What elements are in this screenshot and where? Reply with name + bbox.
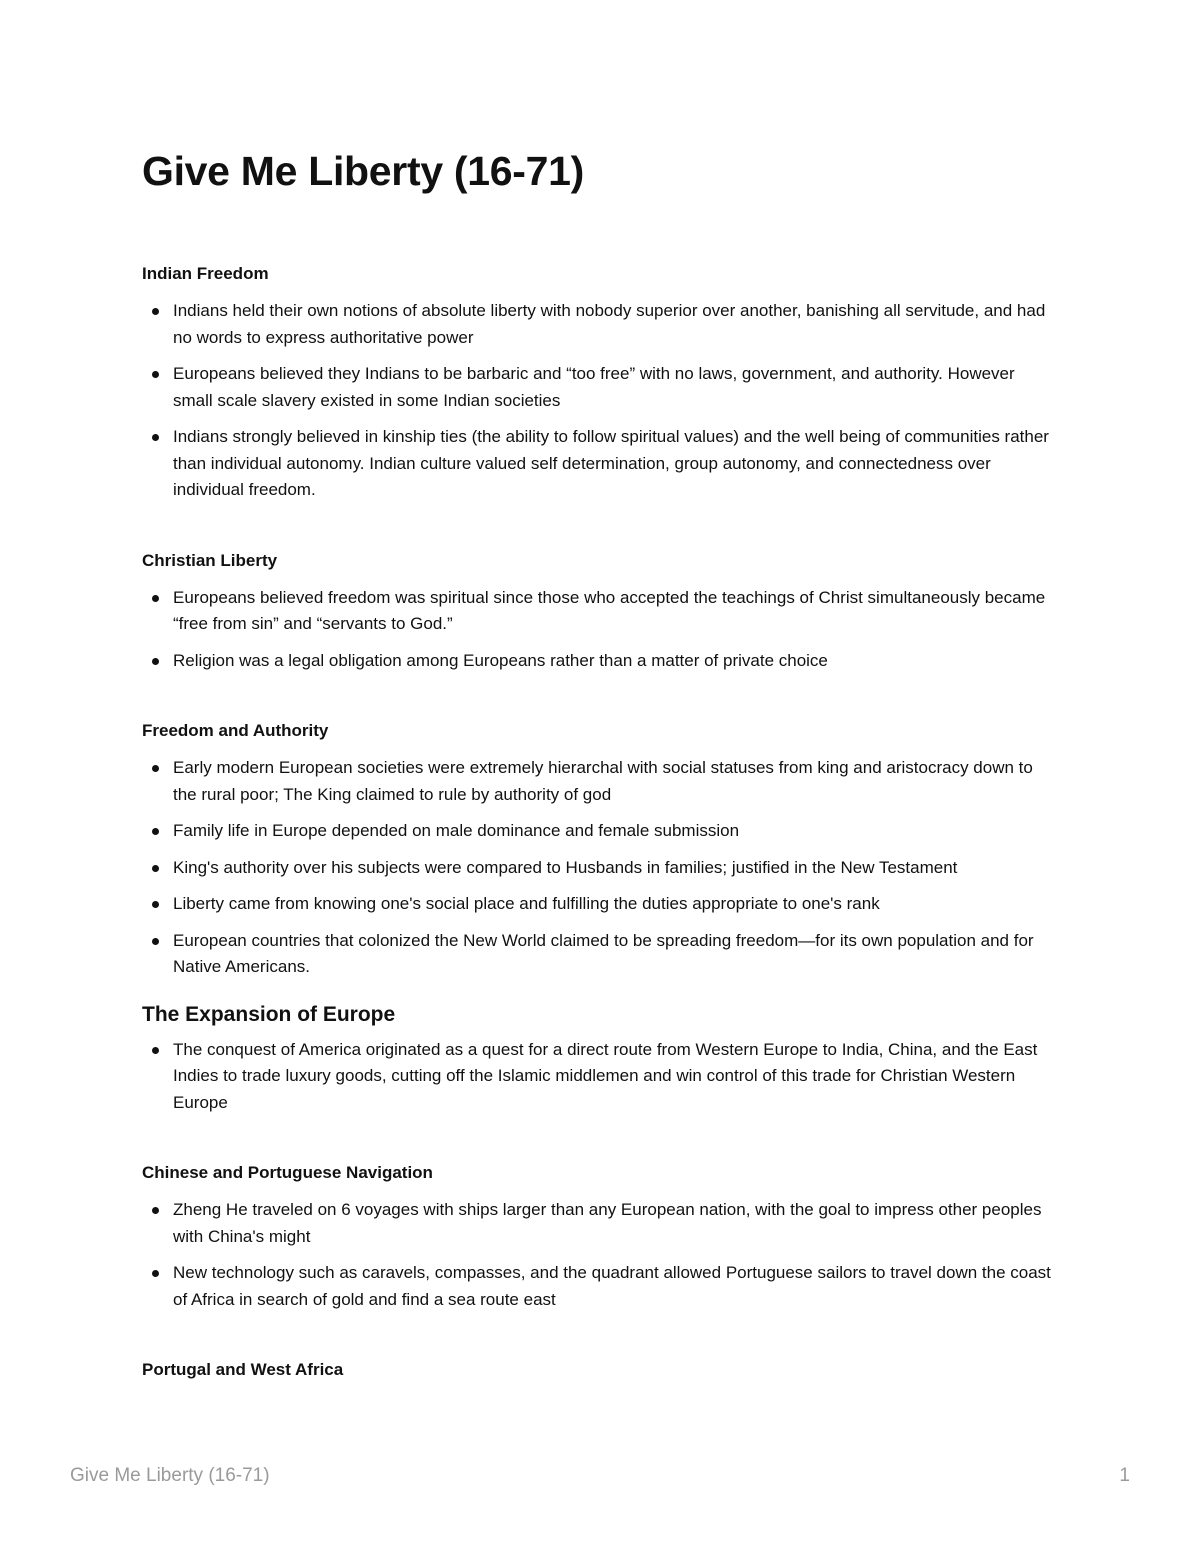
bullet-list (142, 585, 1057, 675)
list-item (142, 1037, 1057, 1117)
list-item (142, 1260, 1057, 1313)
page-content (142, 140, 1057, 1382)
bullet-icon (152, 434, 159, 441)
section-heading: The Expansion of Europe (142, 1002, 396, 1026)
list-item-text: Zheng He traveled on 6 voyages with ships larger than any European nation, with the goal to impress other peoples with China's might (173, 1200, 1042, 1246)
list-item-text: Indians strongly believed in kinship ties (the ability to follow spiritual values) and the well being of communities rather than individual autonomy. Indian culture valued self determination, group autonomy, and connectedness over individual freedom. (173, 427, 1049, 499)
bullet-list (142, 1197, 1057, 1313)
bullet-icon (152, 865, 159, 872)
list-item (142, 891, 1057, 918)
section-chinese-portuguese-navigation (142, 1161, 1057, 1313)
bullet-list (142, 755, 1057, 981)
list-item (142, 585, 1057, 638)
section-heading: Indian Freedom (142, 264, 269, 283)
bullet-icon (152, 1270, 159, 1277)
bullet-icon (152, 371, 159, 378)
list-item (142, 755, 1057, 808)
list-item (142, 1197, 1057, 1250)
footer-page-number: 1 (1119, 1465, 1130, 1486)
section-christian-liberty (142, 549, 1057, 675)
bullet-icon (152, 901, 159, 908)
list-item (142, 855, 1057, 882)
list-item-text: Liberty came from knowing one's social place and fulfilling the duties appropriate to one's rank (173, 894, 880, 913)
bullet-icon (152, 938, 159, 945)
section-heading: Freedom and Authority (142, 721, 329, 740)
section-expansion-of-europe (142, 1001, 1057, 1117)
list-item-text: European countries that colonized the New World claimed to be spreading freedom—for its own population and for Native Americans. (173, 930, 1034, 976)
list-item (142, 298, 1057, 351)
section-indian-freedom (142, 262, 1057, 504)
bullet-icon (152, 308, 159, 315)
section-freedom-and-authority (142, 719, 1057, 981)
bullet-icon (152, 595, 159, 602)
list-item-text: Religion was a legal obligation among Europeans rather than a matter of private choice (173, 650, 828, 670)
section-heading: Chinese and Portuguese Navigation (142, 1163, 433, 1182)
section-heading: Portugal and West Africa (142, 1360, 344, 1379)
bullet-list (142, 1037, 1057, 1117)
list-item-text: King's authority over his subjects were compared to Husbands in families; justified in the New Testament (173, 857, 958, 877)
bullet-list (142, 298, 1057, 504)
bullet-icon (152, 1047, 159, 1054)
list-item-text: Early modern European societies were extremely hierarchal with social statuses from king and aristocracy down to the rural poor; The King claimed to rule by authority of god (173, 758, 1033, 804)
list-item (142, 928, 1057, 981)
list-item-text: Indians held their own notions of absolute liberty with nobody superior over another, banishing all servitude, and had no words to express authoritative power (173, 301, 1046, 347)
page-title: Give Me Liberty (16-71) (142, 148, 584, 194)
list-item-text: Family life in Europe depended on male dominance and female submission (173, 821, 740, 840)
bullet-icon (152, 658, 159, 665)
list-item (142, 818, 1057, 845)
bullet-icon (152, 765, 159, 772)
list-item (142, 424, 1057, 504)
footer-doc-title: Give Me Liberty (16-71) (70, 1465, 270, 1486)
list-item (142, 648, 1057, 675)
section-heading: Christian Liberty (142, 550, 278, 570)
list-item-text: New technology such as caravels, compasses, and the quadrant allowed Portuguese sailors to travel down the coast of Africa in search of gold and find a sea route east (173, 1263, 1051, 1309)
bullet-icon (152, 828, 159, 835)
bullet-icon (152, 1207, 159, 1214)
list-item (142, 361, 1057, 414)
list-item-text: The conquest of America originated as a quest for a direct route from Western Europe to India, China, and the East Indies to trade luxury goods, cutting off the Islamic middlemen and win control of this trade for Christian Western Europe (173, 1039, 1038, 1112)
section-portugal-west-africa (142, 1358, 1057, 1382)
list-item-text: Europeans believed they Indians to be barbaric and “too free” with no laws, government, and authority. However small scale slavery existed in some Indian societies (173, 364, 1015, 410)
list-item-text: Europeans believed freedom was spiritual since those who accepted the teachings of Christ simultaneously became “free from sin” and “servants to God.” (173, 587, 1046, 633)
